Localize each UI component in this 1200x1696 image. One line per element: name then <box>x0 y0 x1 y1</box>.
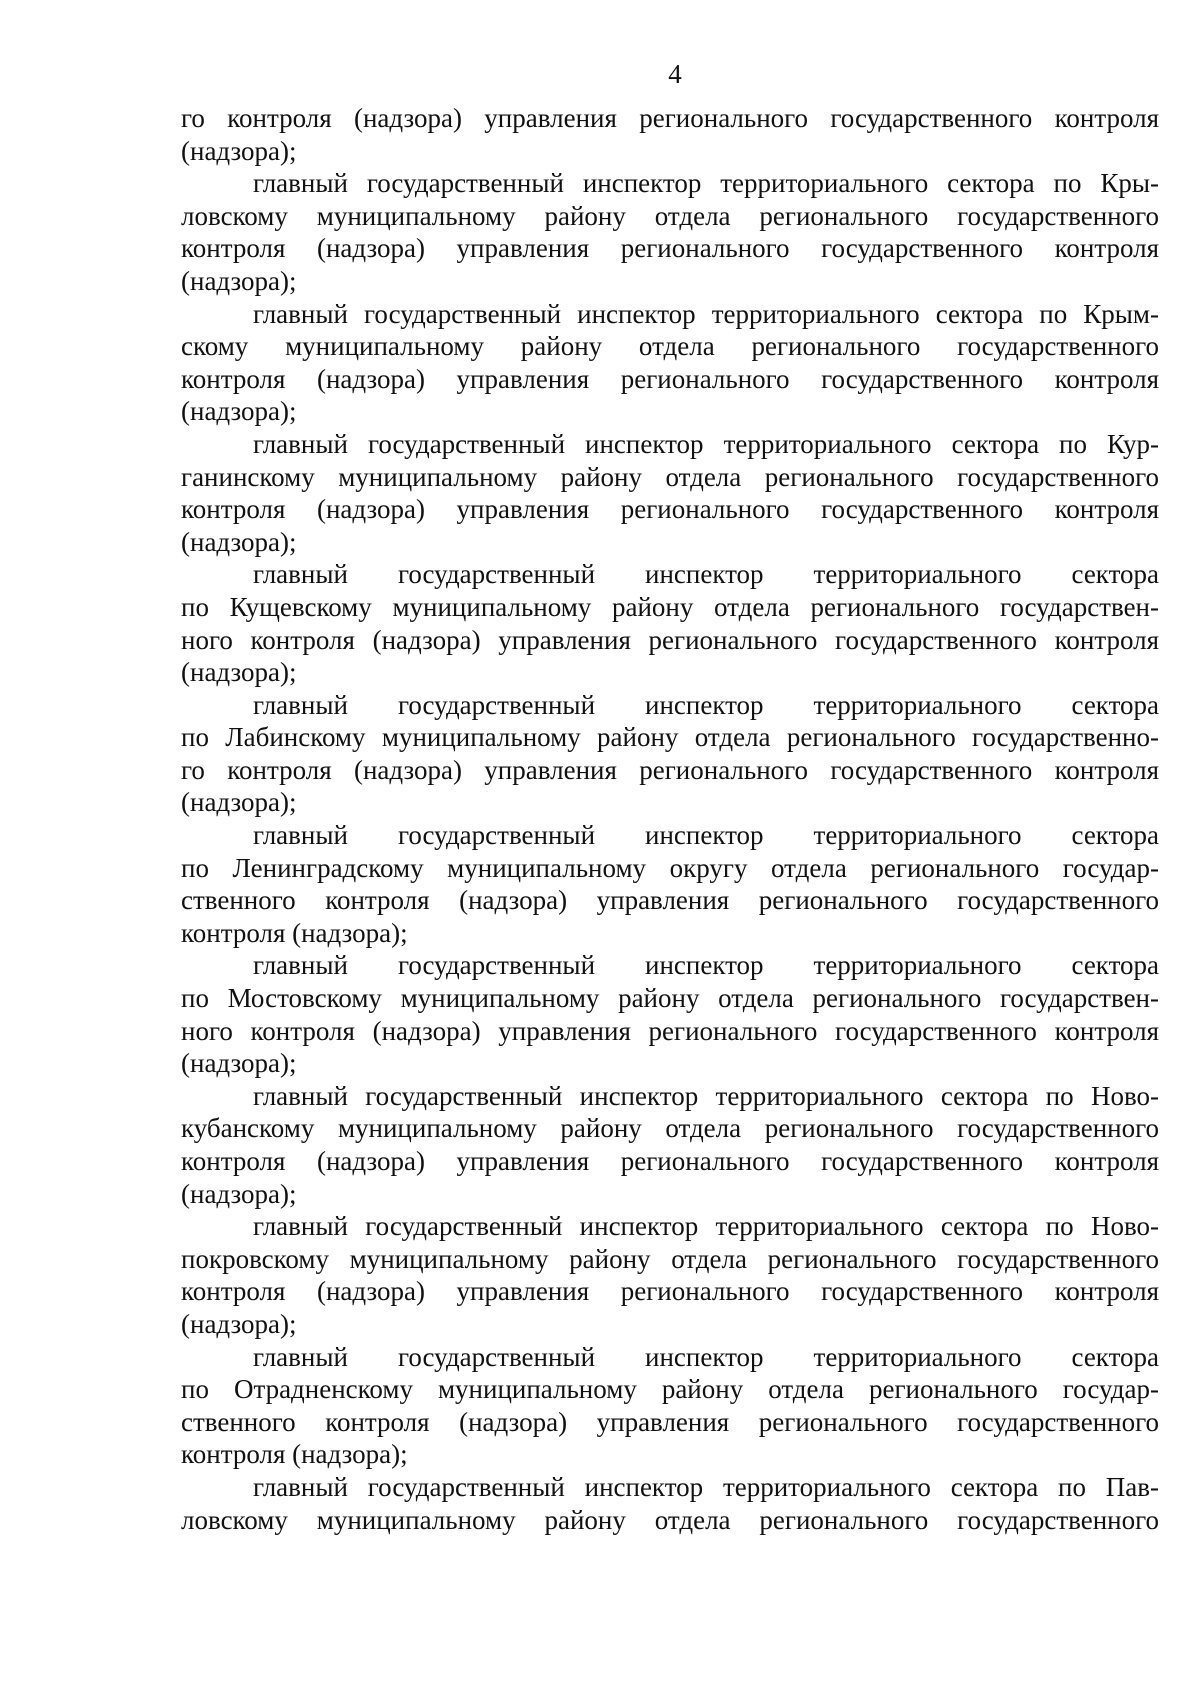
text-line: контроля (надзора); <box>181 917 408 948</box>
text-line: главный государственный инспектор территориального сектора <box>253 559 1159 590</box>
text-line: (надзора); <box>181 135 297 166</box>
text-line: ственного контроля (надзора) управления регионального государственного <box>181 885 1159 916</box>
text-line: контроля (надзора) управления регионального государственного контроля <box>181 1276 1159 1307</box>
text-line: главный государственный инспектор территориального сектора по Ново- <box>253 1211 1159 1242</box>
text-line: контроля (надзора) управления регионального государственного контроля <box>181 494 1159 525</box>
text-line: главный государственный инспектор территориального сектора по Пав- <box>253 1471 1159 1502</box>
text-line: (надзора); <box>181 1308 297 1339</box>
text-line: главный государственный инспектор территориального сектора по Кур- <box>253 428 1159 459</box>
text-line: покровскому муниципальному району отдела регионального государственного <box>181 1243 1159 1274</box>
text-line: контроля (надзора); <box>181 1439 408 1470</box>
text-line: контроля (надзора) управления регионального государственного контроля <box>181 363 1159 394</box>
text-line: (надзора); <box>181 1178 297 1209</box>
text-line: главный государственный инспектор территориального сектора <box>253 950 1159 981</box>
text-line: скому муниципальному району отдела регионального государственного <box>181 331 1159 362</box>
text-line: го контроля (надзора) управления регионального государственного контроля <box>181 754 1159 785</box>
text-line: по Кущевскому муниципальному району отдела регионального государствен- <box>181 591 1159 622</box>
text-line: (надзора); <box>181 1048 297 1079</box>
text-line: (надзора); <box>181 396 297 427</box>
text-line: (надзора); <box>181 657 297 688</box>
text-line: по Лабинскому муниципальному району отдела регионального государственно- <box>181 722 1159 753</box>
text-line: кубанскому муниципальному району отдела регионального государственного <box>181 1113 1159 1144</box>
text-line: го контроля (надзора) управления регионального государственного контроля <box>181 103 1159 133</box>
text-line: главный государственный инспектор территориального сектора по Ново- <box>253 1080 1159 1111</box>
text-line: по Мостовскому муниципальному району отдела регионального государствен- <box>181 983 1159 1014</box>
text-line: главный государственный инспектор территориального сектора <box>253 1341 1159 1372</box>
text-line: (надзора); <box>181 265 297 296</box>
text-line: главный государственный инспектор территориального сектора <box>253 820 1159 851</box>
text-line: ного контроля (надзора) управления регионального государственного контроля <box>181 624 1159 655</box>
text-line: ганинскому муниципальному району отдела регионального государственного <box>181 461 1159 492</box>
text-line: по Отрадненскому муниципальному району отдела регионального государ- <box>181 1374 1159 1405</box>
text-line: главный государственный инспектор территориального сектора по Кры- <box>253 168 1159 199</box>
text-line: главный государственный инспектор территориального сектора по Крым- <box>253 298 1159 329</box>
text-line: (надзора); <box>181 787 297 818</box>
document-body <box>181 102 1159 1536</box>
text-line: по Ленинградскому муниципальному округу отдела регионального государ- <box>181 852 1159 883</box>
text-line: контроля (надзора) управления регионального государственного контроля <box>181 233 1159 264</box>
text-line: (надзора); <box>181 526 297 557</box>
text-line: ного контроля (надзора) управления регионального государственного контроля <box>181 1015 1159 1046</box>
text-line: ственного контроля (надзора) управления регионального государственного <box>181 1406 1159 1437</box>
text-line: контроля (надзора) управления регионального государственного контроля <box>181 1146 1159 1176</box>
text-line: главный государственный инспектор территориального сектора <box>253 689 1159 720</box>
page-number: 4 <box>668 59 682 89</box>
text-line: ловскому муниципальному району отдела регионального государственного <box>181 200 1159 231</box>
text-line: ловскому муниципальному району отдела регионального государственного <box>181 1504 1159 1535</box>
